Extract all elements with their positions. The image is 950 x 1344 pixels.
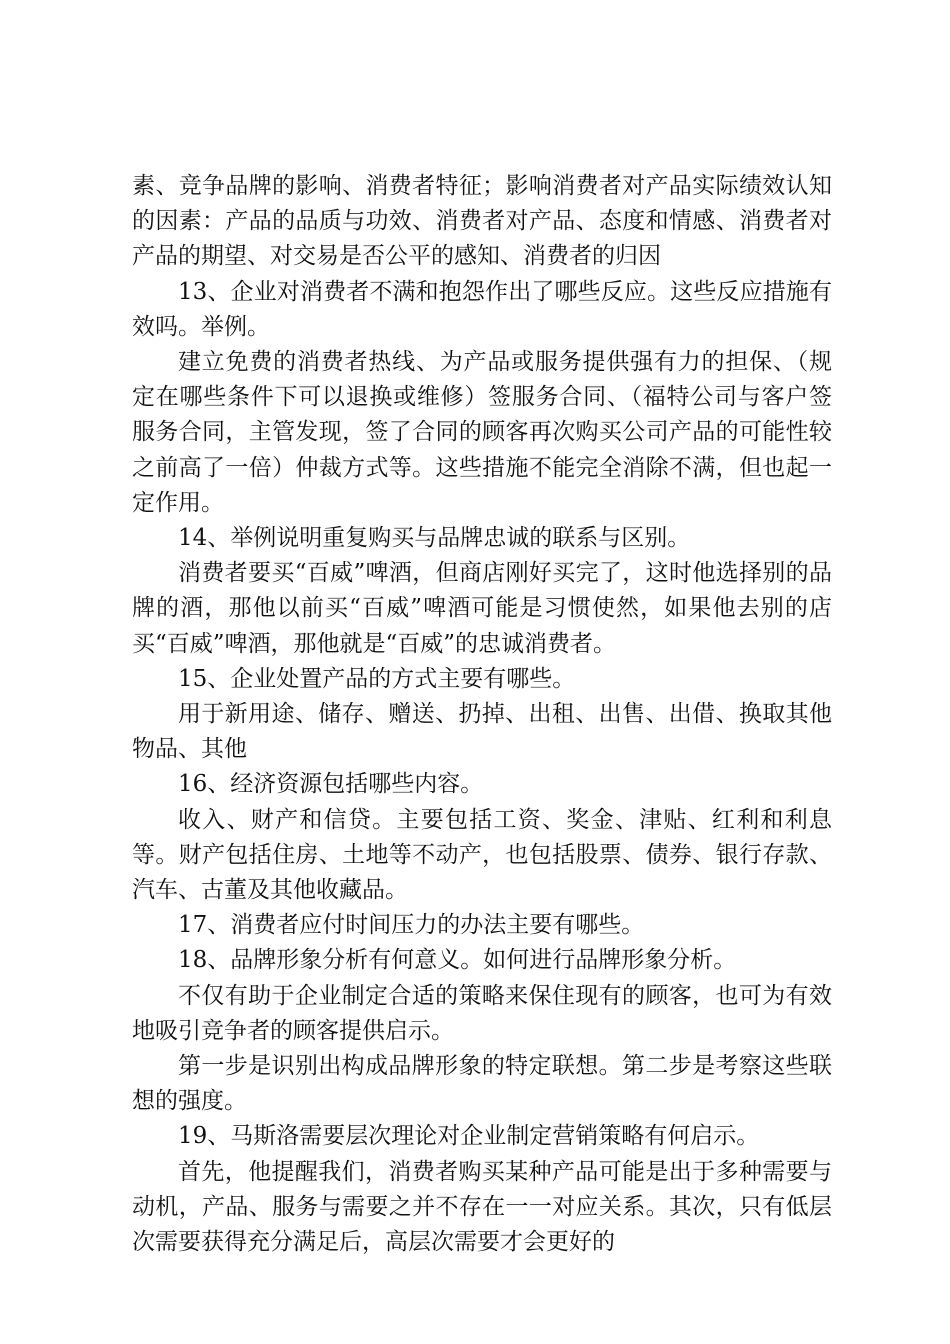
document-page [132,169,832,1260]
paragraph-continuation: 素、竞争品牌的影响、消费者特征；影响消费者对产品实际绩效认知的因素：产品的品质与功效、消费者对产品、态度和情感、消费者对产品的期望、对交易是否公平的感知、消费者的归因 [132,173,832,270]
answer-16: 收入、财产和信贷。主要包括工资、奖金、津贴、红利和利息等。财产包括住房、土地等不动产，也包括股票、债券、银行存款、汽车、古董及其他收藏品。 [132,806,832,904]
answer-13: 建立免费的消费者热线、为产品或服务提供强有力的担保、（规定在哪些条件下可以退换或维修）签服务合同、（福特公司与客户签服务合同，主管发现，签了合同的顾客再次购买公司产品的可能性较之前高了一倍）仲裁方式等。这些措施不能完全消除不满，但也起一定作用。 [132,349,832,516]
question-19: 19、马斯洛需要层次理论对企业制定营销策略有何启示。 [178,1123,760,1150]
question-17: 17、消费者应付时间压力的办法主要有哪些。 [178,912,645,939]
answer-19: 首先，他提醒我们，消费者购买某种产品可能是出于多种需要与动机，产品、服务与需要之并不存在一一对应关系。其次，只有低层次需要获得充分满足后，高层次需要才会更好的 [132,1158,832,1256]
answer-14: 消费者要买“百威”啤酒，但商店刚好买完了，这时他选择别的品牌的酒，那他以前买“百威”啤酒可能是习惯使然，如果他去别的店买“百威”啤酒，那他就是“百威”的忠诚消费者。 [132,560,832,657]
question-15: 15、企业处置产品的方式主要有哪些。 [178,665,576,692]
question-14: 14、举例说明重复购买与品牌忠诚的联系与区别。 [178,525,691,552]
question-18: 18、品牌形象分析有何意义。如何进行品牌形象分析。 [178,947,737,974]
question-13: 13、企业对消费者不满和抱怨作出了哪些反应。这些反应措施有效吗。举例。 [132,278,832,340]
answer-18-part-2: 第一步是识别出构成品牌形象的特定联想。第二步是考察这些联想的强度。 [132,1053,832,1115]
answer-18-part-1: 不仅有助于企业制定合适的策略来保住现有的顾客，也可为有效地吸引竞争者的顾客提供启示。 [132,982,832,1044]
question-16: 16、经济资源包括哪些内容。 [178,771,484,798]
answer-15: 用于新用途、储存、赠送、扔掉、出租、出售、出借、换取其他物品、其他 [132,701,832,763]
